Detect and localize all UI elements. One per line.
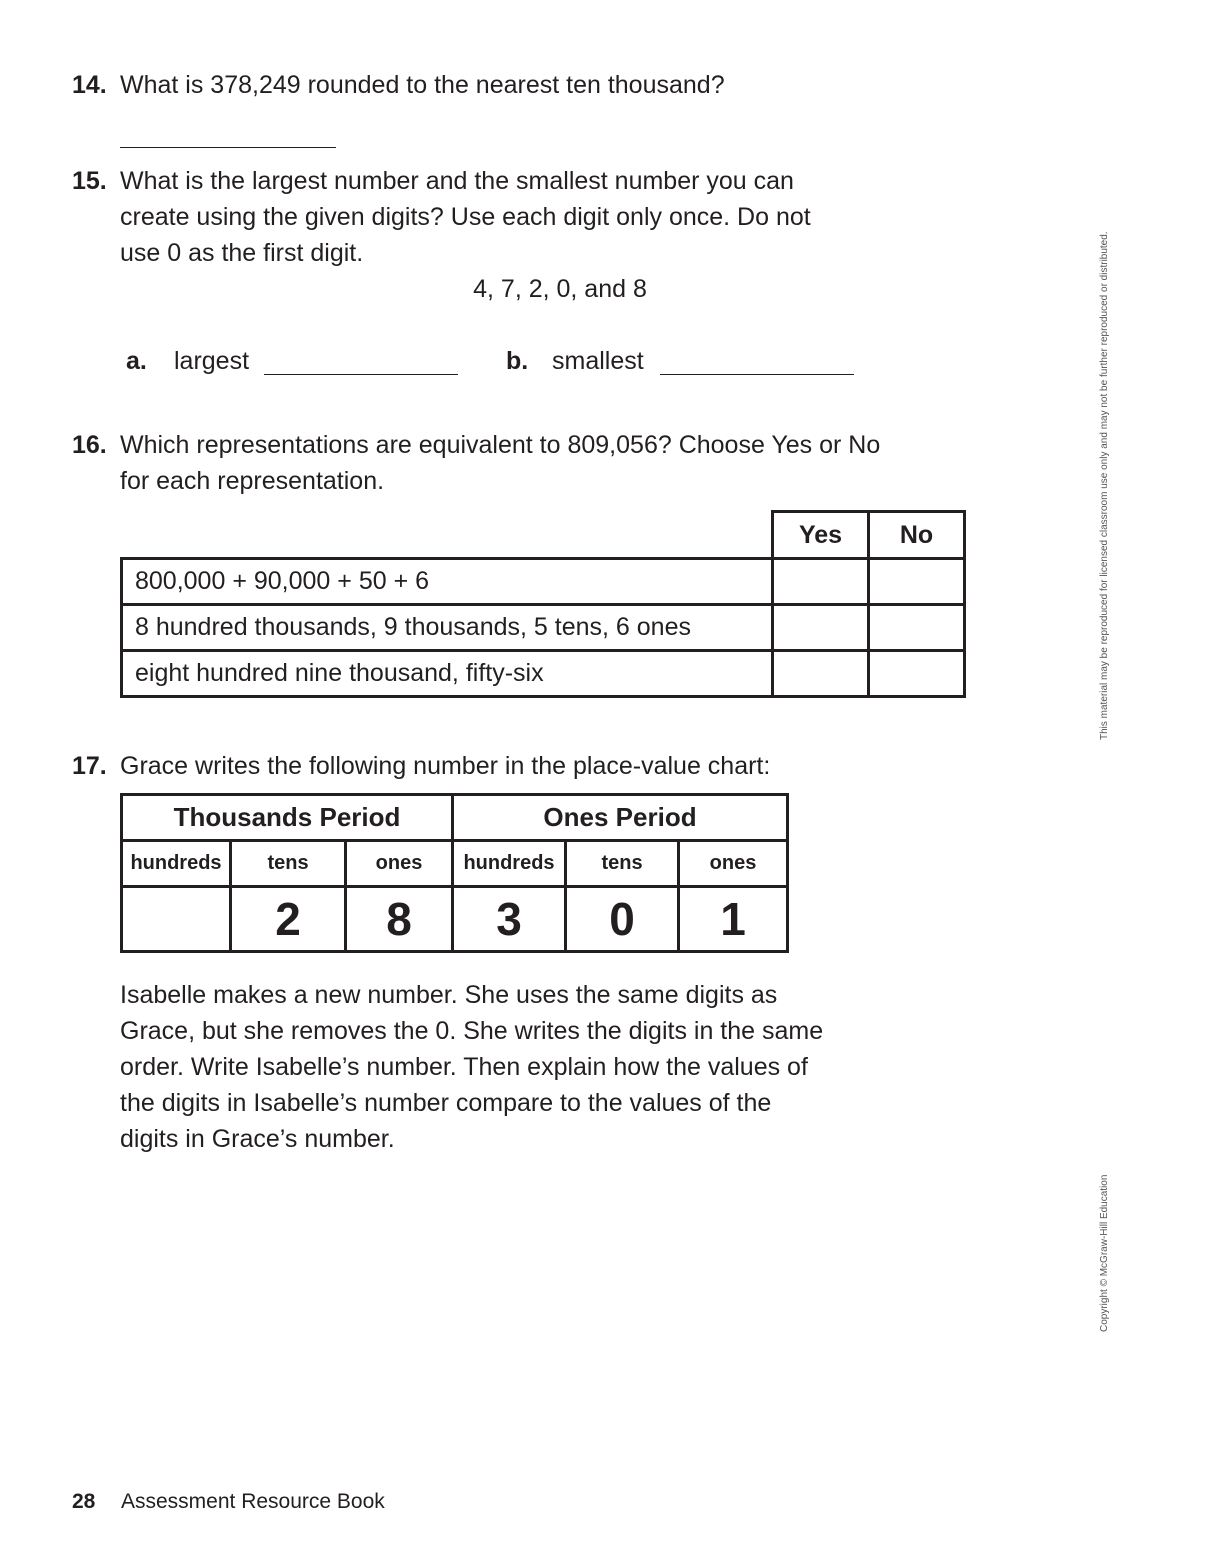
q17-intro: Grace writes the following number in the place-value chart: xyxy=(120,752,771,780)
yes-column-header: Yes xyxy=(773,512,869,559)
q15-line: What is the largest number and the smallest number you can xyxy=(120,167,794,195)
yes-cell[interactable] xyxy=(773,605,869,651)
q14-number: 14. xyxy=(72,71,107,99)
q17-line: Grace, but she removes the 0. She writes the digits in the same xyxy=(120,1017,824,1045)
ones-period-header: Ones Period xyxy=(453,795,788,841)
table-row xyxy=(122,559,965,605)
yes-cell[interactable] xyxy=(773,559,869,605)
no-cell[interactable] xyxy=(869,605,965,651)
q17-text xyxy=(120,977,823,1157)
digit-cell: 2 xyxy=(231,887,346,952)
reproduction-notice: This material may be reproduced for licensed classroom use only and may not be further reproduced or distributed. xyxy=(1099,231,1110,740)
q17-number: 17. xyxy=(72,752,107,780)
q14-text: What is 378,249 rounded to the nearest ten thousand? xyxy=(120,71,725,99)
representations-table xyxy=(120,510,966,698)
q16-line: Which representations are equivalent to 809,056? Choose Yes or No xyxy=(120,431,881,459)
q15-line: use 0 as the first digit. xyxy=(120,239,364,267)
no-column-header: No xyxy=(869,512,965,559)
q15-number: 15. xyxy=(72,167,107,195)
digit-cell: 3 xyxy=(453,887,566,952)
q17-line: digits in Grace’s number. xyxy=(120,1125,395,1153)
digit-cell: 8 xyxy=(346,887,453,952)
digit-cell: 1 xyxy=(679,887,788,952)
no-cell[interactable] xyxy=(869,651,965,697)
digit-cell xyxy=(122,887,231,952)
no-cell[interactable] xyxy=(869,559,965,605)
q15-part-b-label: smallest xyxy=(552,347,644,375)
place-label: ones xyxy=(679,841,788,887)
q15-text xyxy=(120,163,811,271)
q15-part-a-letter: a. xyxy=(126,347,147,375)
thousands-period-header: Thousands Period xyxy=(122,795,453,841)
q15-part-b-letter: b. xyxy=(506,347,529,375)
q16-number: 16. xyxy=(72,431,107,459)
copyright-notice: Copyright © McGraw-Hill Education xyxy=(1099,1174,1110,1332)
table-row xyxy=(122,605,965,651)
digit-cell: 0 xyxy=(566,887,679,952)
page-number: 28 xyxy=(72,1490,96,1513)
q16-line: for each representation. xyxy=(120,467,385,495)
q15-line: create using the given digits? Use each digit only once. Do not xyxy=(120,203,811,231)
place-label: hundreds xyxy=(122,841,231,887)
q15-digits: 4, 7, 2, 0, and 8 xyxy=(473,275,647,303)
q14-answer-line[interactable] xyxy=(120,147,336,148)
q15-largest-answer-line[interactable] xyxy=(264,374,458,375)
place-label: tens xyxy=(231,841,346,887)
place-label: ones xyxy=(346,841,453,887)
place-value-chart xyxy=(120,793,789,953)
yes-cell[interactable] xyxy=(773,651,869,697)
q16-text xyxy=(120,427,880,499)
representation-label: eight hundred nine thousand, fifty-six xyxy=(122,651,773,697)
table-row xyxy=(122,651,965,697)
representation-label: 800,000 + 90,000 + 50 + 6 xyxy=(122,559,773,605)
book-title: Assessment Resource Book xyxy=(121,1490,385,1513)
q15-part-a-label: largest xyxy=(174,347,250,375)
q17-line: the digits in Isabelle’s number compare to the values of the xyxy=(120,1089,772,1117)
place-label: tens xyxy=(566,841,679,887)
table-blank-header xyxy=(122,512,773,559)
q17-line: order. Write Isabelle’s number. Then explain how the values of xyxy=(120,1053,808,1081)
place-label: hundreds xyxy=(453,841,566,887)
q15-smallest-answer-line[interactable] xyxy=(660,374,854,375)
representation-label: 8 hundred thousands, 9 thousands, 5 tens, 6 ones xyxy=(122,605,773,651)
q17-line: Isabelle makes a new number. She uses the same digits as xyxy=(120,981,778,1009)
